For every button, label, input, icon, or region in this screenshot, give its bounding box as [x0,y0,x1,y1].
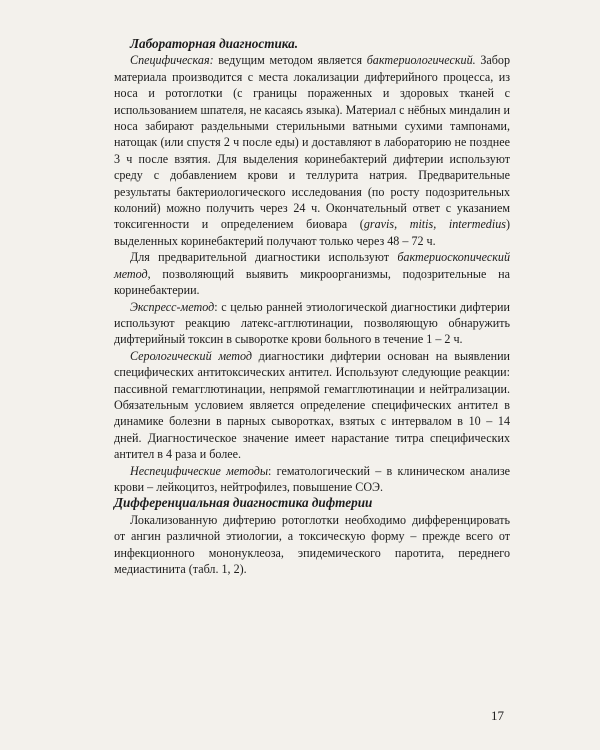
page-number: 17 [491,708,504,723]
p1-emphasis-1: бактериологический. [366,53,476,68]
p2-emphasis-1: бактериоскопический метод [114,250,510,281]
p5-text-1: : гематологический – в клиническом анализе крови – лейкоцитоз, нейтрофилез, повышение СОЭ. [114,463,510,494]
p1-text-1: ведущим методом является [213,53,367,68]
p4-emphasis-1: Серологический метод [130,348,252,363]
paragraph-express [114,299,510,348]
p3-text-1: : с целью ранней этиологической диагностики дифтерии используют реакцию латекс-агглютинации, позволяющую обнаружить дифтерийный токсин в сыворотке крови больного в течение 1 – 2 ч. [114,299,510,347]
p2-text-1: Для предварительной диагностики используют [130,250,398,265]
section-heading: Лабораторная диагностика. [130,36,299,51]
subsection-heading: Дифференциальная диагностика дифтерии [114,495,373,511]
p4-text-1: диагностики дифтерии основан на выявлении специфических антитоксических антител. Используют следующие реакции: пассивной гемагглютинации, непрямой гемагглютинации и нейтрализации. Обязательным условием является определение специфических антител в динамике болезни в парных сыворотках, взятых с интервалом в 10 – 14 дней. Диагностическое значение имеет нарастание титра специфических антител в 4 раза и более. [114,348,511,462]
paragraph-nonspecific [114,463,510,496]
paragraph-specific [114,52,510,249]
page-body [114,36,510,577]
p1-emphasis-2: gravis, mitis, intermedius [363,217,506,232]
paragraph-bacterioscopic [114,249,510,298]
p1-text-3: ) выделенных коринебактерий получают только через 48 – 72 ч. [114,217,511,248]
p6-text-1: Локализованную дифтерию ротоглотки необходимо дифференцировать от ангин различной этиологии, а токсическую форму – прежде всего от инфекционного мононуклеоза, эпидемического паротита, переднего медиастинита (табл. 1, 2). [114,512,510,576]
p1-label: Специфическая: [130,53,214,68]
paragraph-serological [114,348,510,463]
p1-text-2: Забор материала производится с места локализации дифтерийного процесса, из носа и ротоглотки (с границы пораженных и здоровых тканей с использованием шпателя, не касаясь языка). Материал с нёбных миндалин и носа забирают раздельными стерильными ватными сухими тампонами, натощак (или спустя 2 ч после еды) и доставляют в лабораторию не позднее 3 ч после взятия. Для выделения коринебактерий дифтерии используют среду с добавлением крови и теллурита натрия. Предварительные результаты бактериологического исследования (по росту подозрительных колоний) можно получить через 24 ч. Окончательный ответ с указанием токсигенности и определением биовара ( [114,53,510,232]
p3-emphasis-1: Экспресс-метод [130,299,215,314]
paragraph-differential [114,512,510,578]
p2-text-2: , позволяющий выявить микроорганизмы, подозрительные на коринебактерии. [114,266,510,298]
p5-emphasis-1: Неспецифические методы [130,463,269,478]
